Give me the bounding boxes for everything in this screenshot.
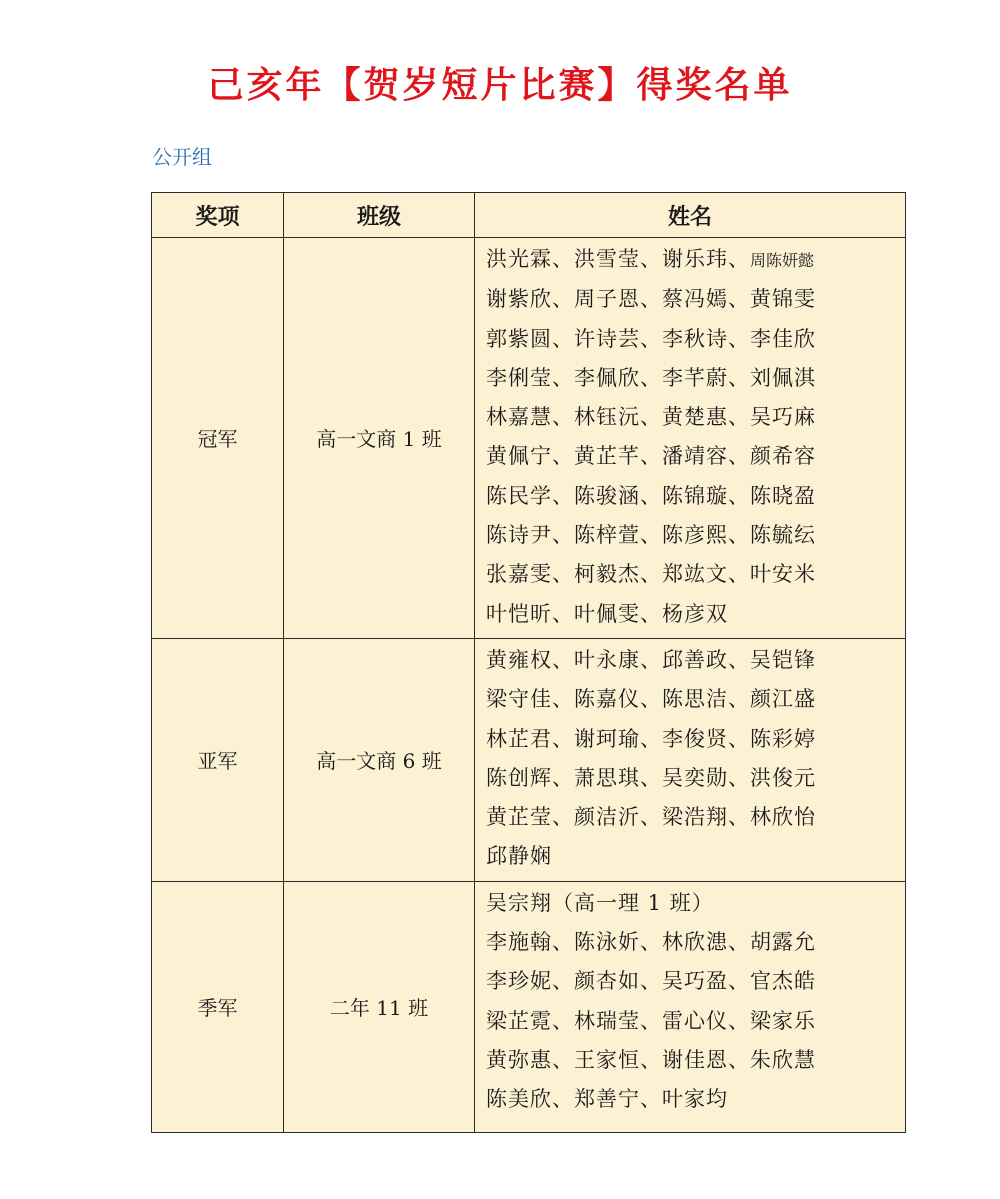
name-line: 黄雍权、叶永康、邱善政、吴铠锋 — [486, 647, 816, 672]
award-cell: 季军 — [152, 881, 284, 1132]
name-line: 吴宗翔（高一理 1 班） — [486, 890, 714, 915]
name-line-small-text: 周陈妍懿 — [750, 251, 815, 270]
name-line: 黄芷莹、颜洁沂、梁浩翔、林欣怡 — [486, 805, 816, 830]
award-cell: 亚军 — [152, 638, 284, 881]
award-table — [151, 192, 906, 1133]
table-row-third-place — [152, 881, 906, 1132]
name-line: 邱静娴 — [486, 844, 552, 869]
name-line: 林嘉慧、林钰沅、黄楚惠、吴巧麻 — [486, 405, 816, 430]
award-cell: 冠军 — [152, 238, 284, 639]
table-row-runner-up — [152, 638, 906, 881]
table-header-row — [152, 193, 906, 238]
class-cell: 高一文商 6 班 — [284, 638, 475, 881]
name-line: 陈诗尹、陈梓萱、陈彦熙、陈毓纭 — [486, 523, 816, 548]
name-line: 李珍妮、颜杏如、吴巧盈、官杰皓 — [486, 969, 816, 994]
name-line: 林芷君、谢珂瑜、李俊贤、陈彩婷 — [486, 726, 816, 751]
header-names: 姓名 — [475, 193, 906, 238]
name-line — [486, 240, 899, 280]
name-line: 郭紫圆、许诗芸、李秋诗、李佳欣 — [486, 326, 816, 351]
name-line-text: 洪光霖、洪雪莹、谢乐玮、 — [486, 247, 750, 271]
name-line: 陈美欣、郑善宁、叶家均 — [486, 1087, 728, 1112]
name-line: 黄佩宁、黄芷芊、潘靖容、颜希容 — [486, 444, 816, 469]
name-line: 李俐莹、李佩欣、李芊蔚、刘佩淇 — [486, 365, 816, 390]
table-row-champion — [152, 238, 906, 639]
name-line: 梁守佳、陈嘉仪、陈思洁、颜江盛 — [486, 687, 816, 712]
name-line: 陈民学、陈骏涵、陈锦璇、陈晓盈 — [486, 483, 816, 508]
class-cell: 二年 11 班 — [284, 881, 475, 1132]
group-label: 公开组 — [152, 145, 212, 169]
header-award: 奖项 — [152, 193, 284, 238]
names-cell — [475, 638, 906, 881]
names-cell — [475, 881, 906, 1132]
name-line: 张嘉雯、柯毅杰、郑竑文、叶安米 — [486, 562, 816, 587]
class-cell: 高一文商 1 班 — [284, 238, 475, 639]
document-title: 己亥年【贺岁短片比赛】得奖名单 — [207, 65, 793, 106]
header-class: 班级 — [284, 193, 475, 238]
name-line: 叶恺昕、叶佩雯、杨彦双 — [486, 601, 728, 626]
name-line: 陈创辉、萧思琪、吴奕勋、洪俊元 — [486, 765, 816, 790]
name-line: 谢紫欣、周子恩、蔡冯嫣、黄锦雯 — [486, 287, 816, 312]
name-line: 梁芷霓、林瑞莹、雷心仪、梁家乐 — [486, 1008, 816, 1033]
names-cell — [475, 238, 906, 639]
name-line: 李施翰、陈泳妡、林欣漶、胡露允 — [486, 930, 816, 955]
name-line: 黄弥惠、王家恒、谢佳恩、朱欣慧 — [486, 1047, 816, 1072]
